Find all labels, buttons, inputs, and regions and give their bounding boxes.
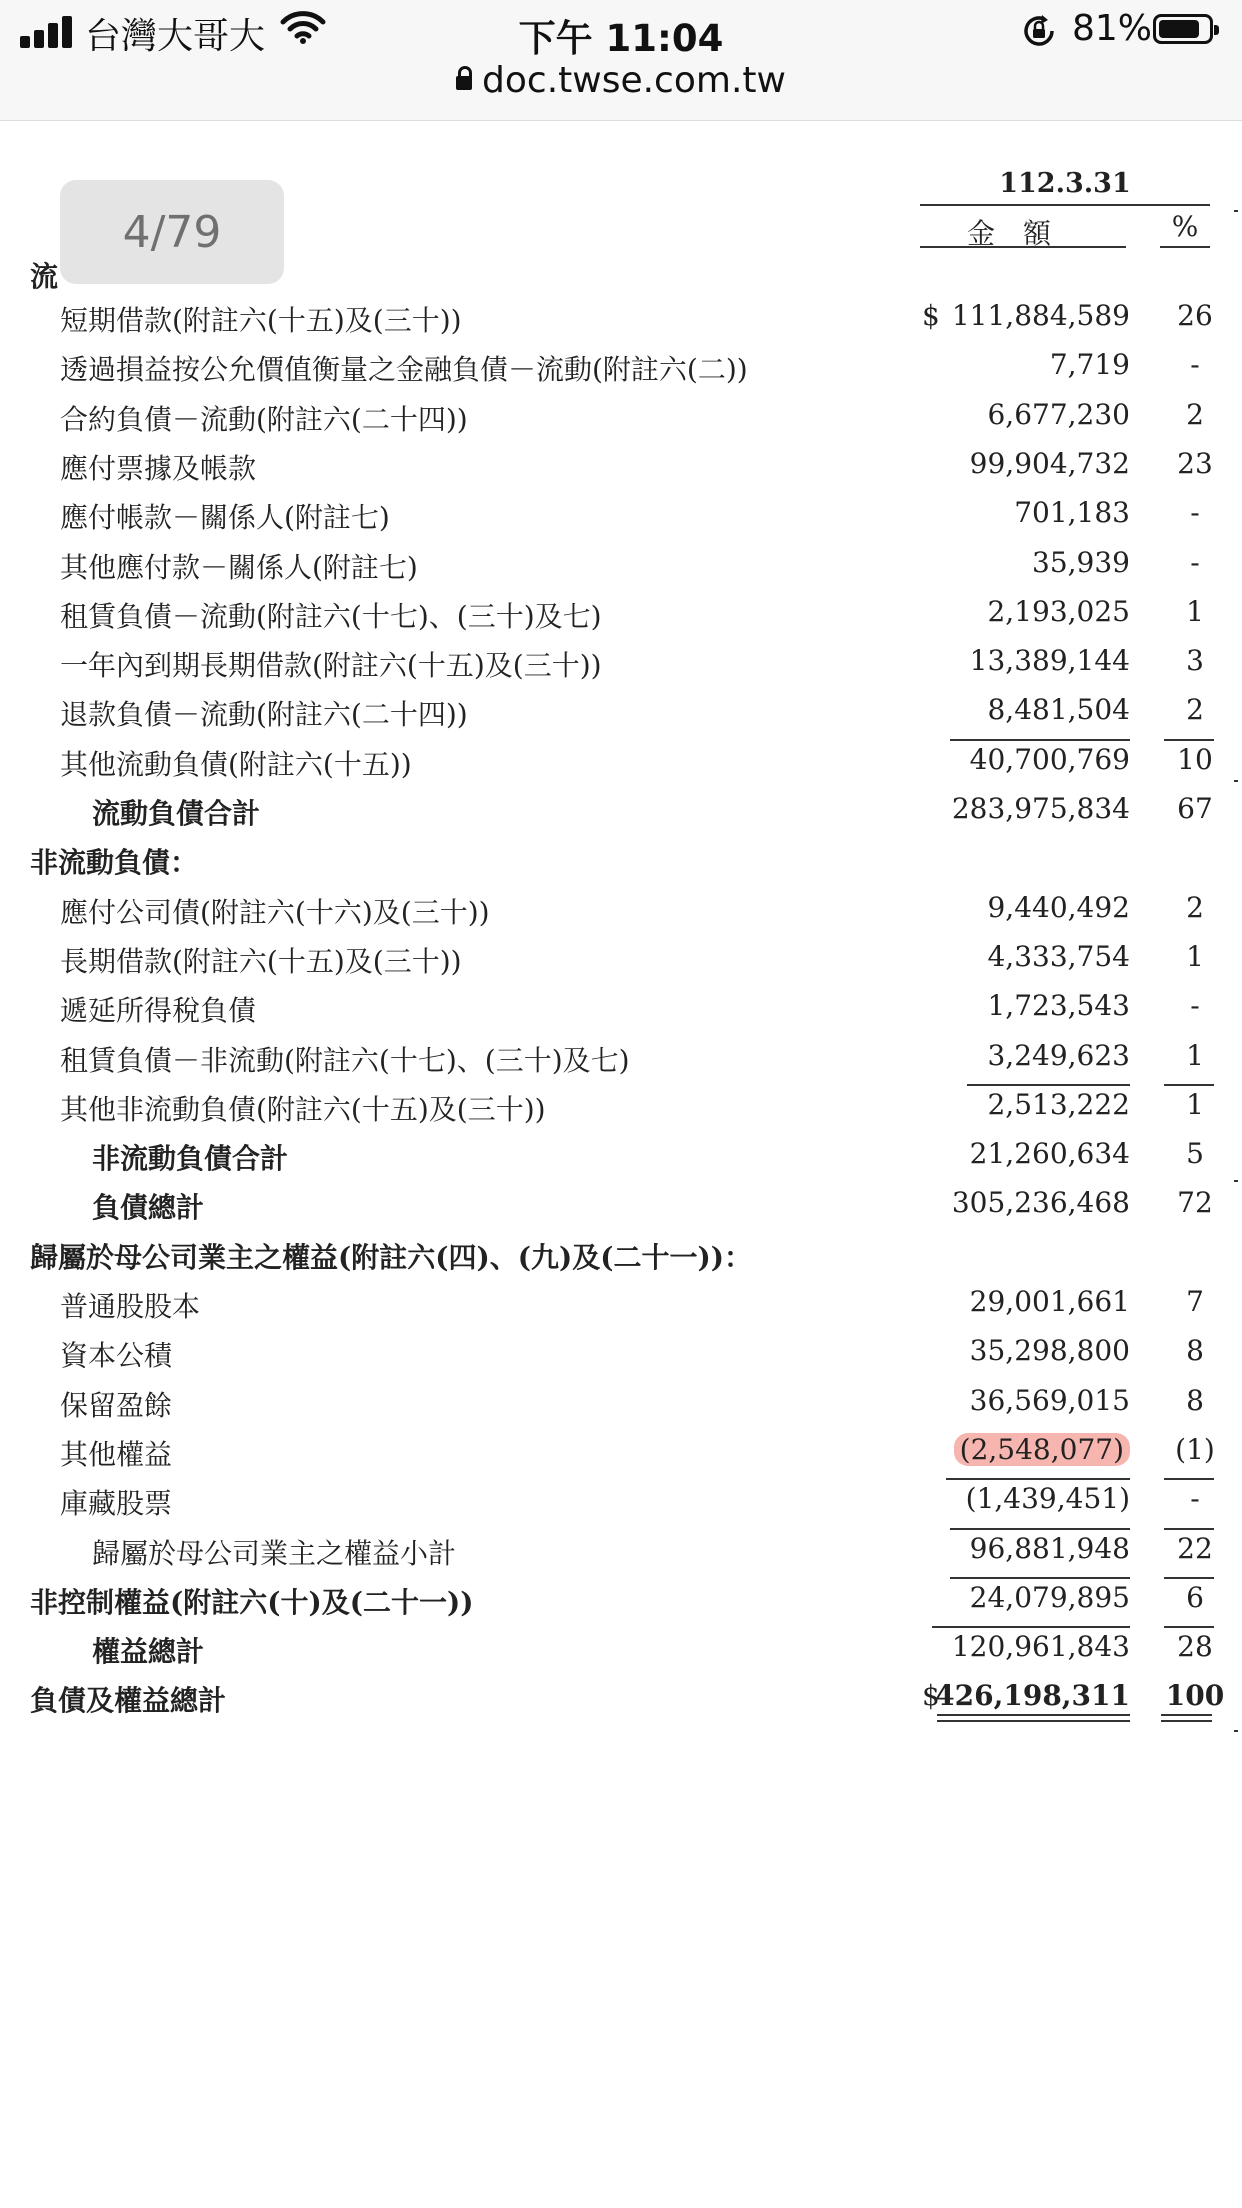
row-label: 長期借款(附註六(十五)及(三十)) xyxy=(60,945,462,978)
row-amount: 9,440,492 xyxy=(987,891,1130,924)
table-row xyxy=(0,389,1242,438)
row-label: 短期借款(附註六(十五)及(三十)) xyxy=(60,304,462,337)
row-label: 保留盈餘 xyxy=(60,1389,173,1422)
lock-icon xyxy=(456,76,472,90)
row-label: 歸屬於母公司業主之權益(附註六(四)、(九)及(二十一))： xyxy=(30,1241,752,1274)
row-amount: 29,001,661 xyxy=(969,1285,1130,1318)
table-row xyxy=(0,487,1242,536)
row-label: 負債及權益總計 xyxy=(30,1684,227,1717)
table-row xyxy=(0,1375,1242,1424)
row-label: 普通股股本 xyxy=(60,1290,201,1323)
column-date: 112.3.31 xyxy=(999,168,1131,199)
row-percent: 2 xyxy=(1186,891,1204,924)
table-row xyxy=(0,882,1242,931)
row-percent: 28 xyxy=(1160,1630,1230,1663)
row-percent: 3 xyxy=(1186,644,1204,677)
row-amount: 35,298,800 xyxy=(969,1334,1130,1367)
row-percent: - xyxy=(1190,546,1200,579)
row-amount: 2,513,222 xyxy=(987,1088,1130,1121)
battery-percentage: 81% xyxy=(1072,8,1153,49)
row-amount: (1,439,451) xyxy=(965,1482,1130,1515)
row-percent: 22 xyxy=(1160,1532,1230,1565)
table-row xyxy=(0,1523,1242,1572)
carrier-name: 台灣大哥大 xyxy=(85,16,266,57)
table-row xyxy=(0,586,1242,635)
row-percent: 100 xyxy=(1165,1679,1225,1712)
row-percent: 1 xyxy=(1186,940,1204,973)
row-amount: 96,881,948 xyxy=(969,1532,1130,1565)
row-amount: 426,198,311 xyxy=(935,1679,1130,1712)
row-amount: 120,961,843 xyxy=(951,1630,1130,1663)
row-label: 一年內到期長期借款(附註六(十五)及(三十)) xyxy=(60,649,602,682)
row-percent: (1) xyxy=(1175,1433,1215,1466)
row-label: 其他流動負債(附註六(十五)) xyxy=(60,748,412,781)
page-indicator: 4/79 xyxy=(60,180,284,284)
row-percent: 2 xyxy=(1186,398,1204,431)
row-amount: 701,183 xyxy=(1014,496,1130,529)
row-percent: - xyxy=(1190,496,1200,529)
table-row xyxy=(0,1572,1242,1621)
currency-symbol: $ xyxy=(922,1679,940,1712)
table-row xyxy=(0,1030,1242,1079)
row-amount: 111,884,589 xyxy=(951,299,1130,332)
row-amount: 24,079,895 xyxy=(969,1581,1130,1614)
row-percent: 1 xyxy=(1186,1039,1204,1072)
table-row xyxy=(0,1276,1242,1325)
battery-icon xyxy=(1153,14,1213,44)
table-row xyxy=(0,339,1242,388)
row-label: 退款負債－流動(附註六(二十四)) xyxy=(60,698,468,731)
row-amount: 3,249,623 xyxy=(987,1039,1130,1072)
row-label: 應付帳款－關係人(附註七) xyxy=(60,501,390,534)
row-amount: 36,569,015 xyxy=(969,1384,1130,1417)
table-row xyxy=(0,931,1242,980)
row-label: 非控制權益(附註六(十)及(二十一)) xyxy=(30,1586,474,1619)
row-percent: 8 xyxy=(1186,1384,1204,1417)
row-percent: 1 xyxy=(1186,595,1204,628)
row-label: 其他權益 xyxy=(60,1438,173,1471)
table-row xyxy=(0,832,1242,881)
row-amount: 4,333,754 xyxy=(987,940,1130,973)
row-label: 權益總計 xyxy=(92,1635,205,1668)
rotation-lock-icon xyxy=(1022,14,1056,48)
row-amount: 6,677,230 xyxy=(987,398,1130,431)
table-row xyxy=(0,1128,1242,1177)
row-label: 遞延所得稅負債 xyxy=(60,994,257,1027)
row-percent: 1 xyxy=(1160,1088,1230,1121)
percent-header: % xyxy=(1171,210,1199,243)
row-label: 透過損益按公允價值衡量之金融負債－流動(附註六(二)) xyxy=(60,353,748,386)
row-percent: 6 xyxy=(1160,1581,1230,1614)
table-row xyxy=(0,1177,1242,1226)
row-percent: 2 xyxy=(1186,693,1204,726)
table-row xyxy=(0,290,1242,339)
currency-symbol: $ xyxy=(922,299,940,332)
row-percent: 5 xyxy=(1186,1137,1204,1170)
row-amount: 283,975,834 xyxy=(951,792,1130,825)
row-amount: 2,193,025 xyxy=(987,595,1130,628)
amount-header: 金額 xyxy=(966,217,1079,250)
table-row xyxy=(0,635,1242,684)
row-amount: 305,236,468 xyxy=(951,1186,1130,1219)
url-text: doc.twse.com.tw xyxy=(482,60,786,101)
row-amount: 13,389,144 xyxy=(969,644,1130,677)
table-row xyxy=(0,980,1242,1029)
table-row xyxy=(0,1670,1242,1719)
table-row xyxy=(0,1473,1242,1522)
row-percent: 72 xyxy=(1177,1186,1213,1219)
row-label: 其他應付款－關係人(附註七) xyxy=(60,551,418,584)
table-row xyxy=(0,1424,1242,1473)
row-percent: 26 xyxy=(1177,299,1213,332)
row-label: 資本公積 xyxy=(60,1339,173,1372)
row-percent: 8 xyxy=(1186,1334,1204,1367)
row-label: 其他非流動負債(附註六(十五)及(三十)) xyxy=(60,1093,546,1126)
row-label: 應付公司債(附註六(十六)及(三十)) xyxy=(60,896,490,929)
table-row xyxy=(0,684,1242,733)
row-label: 非流動負債： xyxy=(30,846,199,879)
address-bar[interactable] xyxy=(0,60,1242,121)
status-bar xyxy=(0,0,1242,60)
row-amount: 35,939 xyxy=(1032,546,1130,579)
row-label: 應付票據及帳款 xyxy=(60,452,257,485)
section-label-partial: 流 xyxy=(30,260,59,293)
row-amount: 7,719 xyxy=(1049,348,1130,381)
table-row xyxy=(0,1325,1242,1374)
row-label: 非流動負債合計 xyxy=(92,1142,289,1175)
row-amount: 99,904,732 xyxy=(969,447,1130,480)
row-label: 歸屬於母公司業主之權益小計 xyxy=(92,1537,457,1570)
row-percent: - xyxy=(1160,1482,1230,1515)
row-amount: (2,548,077) xyxy=(954,1433,1130,1466)
row-percent: 10 xyxy=(1160,743,1230,776)
clock: 下午 11:04 xyxy=(518,17,724,60)
row-label: 租賃負債－非流動(附註六(十七)、(三十)及七) xyxy=(60,1044,630,1077)
table-row xyxy=(0,1621,1242,1670)
row-percent: - xyxy=(1190,348,1200,381)
row-amount: 1,723,543 xyxy=(987,989,1130,1022)
table-row xyxy=(0,1079,1242,1128)
row-label: 庫藏股票 xyxy=(60,1487,173,1520)
row-percent: 23 xyxy=(1177,447,1213,480)
row-label: 負債總計 xyxy=(92,1191,205,1224)
row-percent: 67 xyxy=(1177,792,1213,825)
row-label: 租賃負債－流動(附註六(十七)、(三十)及七) xyxy=(60,600,602,633)
row-percent: - xyxy=(1190,989,1200,1022)
row-amount: 40,700,769 xyxy=(969,743,1130,776)
table-row xyxy=(0,438,1242,487)
table-row xyxy=(0,783,1242,832)
table-row xyxy=(0,537,1242,586)
table-row xyxy=(0,734,1242,783)
row-percent: 7 xyxy=(1186,1285,1204,1318)
row-amount: 8,481,504 xyxy=(987,693,1130,726)
row-label: 合約負債－流動(附註六(二十四)) xyxy=(60,403,468,436)
row-amount: 21,260,634 xyxy=(969,1137,1130,1170)
table-row xyxy=(0,1227,1242,1276)
row-label: 流動負債合計 xyxy=(92,797,261,830)
